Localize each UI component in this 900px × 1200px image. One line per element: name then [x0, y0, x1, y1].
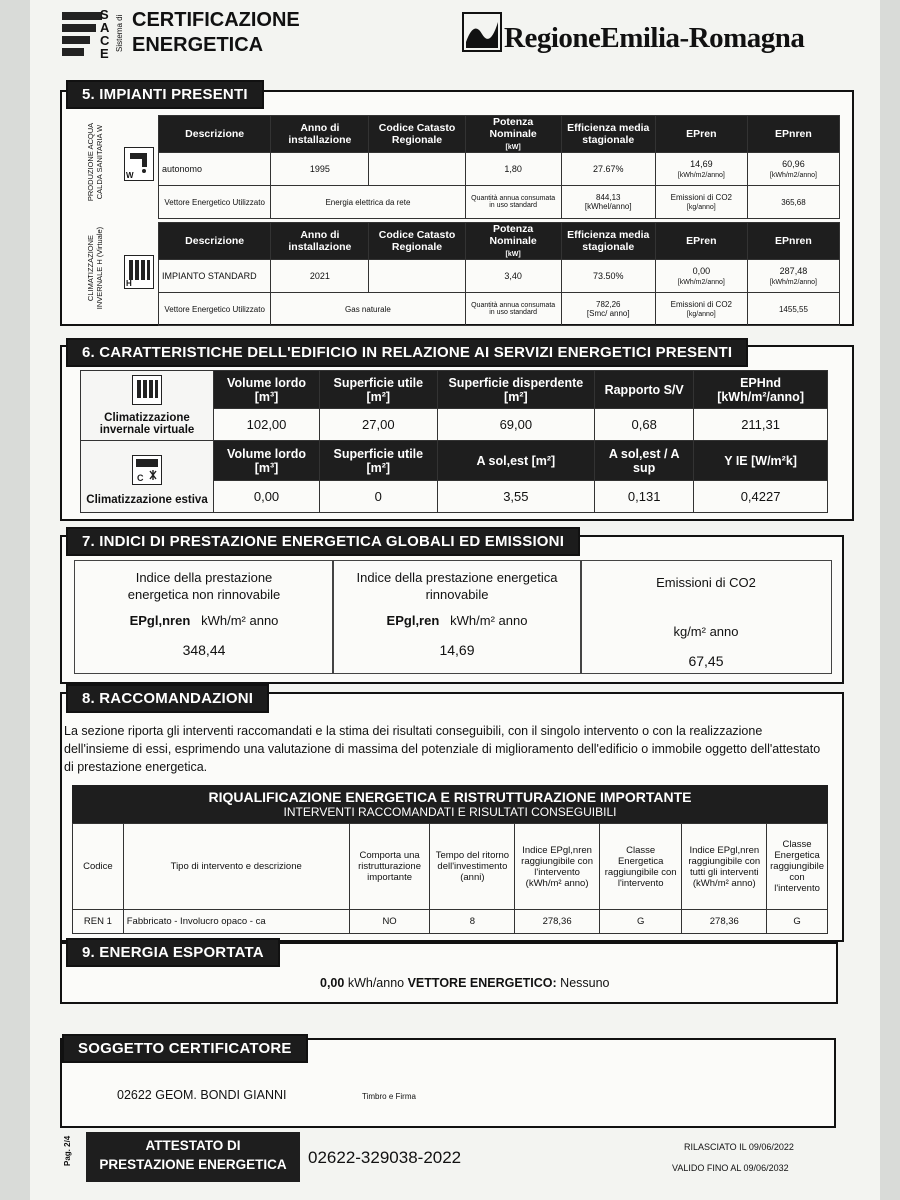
exported-energy-value: 0,00 — [320, 976, 345, 990]
cell-emissioni: 365,68 — [747, 186, 839, 219]
cell-anno: 1995 — [271, 153, 369, 186]
ren-symbol: EPgl,ren — [386, 613, 440, 628]
cell-emissioni: 1455,55 — [747, 293, 839, 326]
ape-badge — [86, 1132, 300, 1182]
col-potenza-unit: [kW] — [505, 251, 521, 258]
col-epren: EPren — [655, 116, 747, 153]
cell-potenza: 1,80 — [465, 153, 561, 186]
emissioni-unit: [kg/anno] — [686, 204, 716, 211]
sace-letters — [100, 8, 114, 60]
ape-line1: ATTESTATO DI — [145, 1138, 241, 1153]
header-title-line1: CERTIFICAZIONE — [132, 9, 300, 31]
co2-value: 67,45 — [688, 653, 724, 669]
winter-rapporto: 0,68 — [595, 409, 694, 441]
col-header: A sol,est [m²] — [437, 441, 595, 481]
col-tipo: Tipo di intervento e descrizione — [123, 824, 349, 910]
col-header: Superficie disperdente [m²] — [437, 371, 595, 409]
col-classe-tutti: Classe Energetica raggiungibile con l'intervento — [767, 824, 828, 910]
epren-unit: [kWh/m2/anno] — [677, 279, 725, 286]
co2-title: Emissioni di CO2 — [656, 575, 756, 590]
recommendations-text: La sezione riporta gli interventi raccomandati e la stima dei risultati conseguibili, con il singolo intervento o con la realizzazione dell'insieme di essi, esprimendo una valutazione di massima del potenziale di miglioramento dell'edificio o immobile oggetto dell'attestato di prestazione energetica. — [64, 724, 821, 774]
winter-label: Climatizzazione invernale virtuale — [99, 412, 195, 436]
cell-tipo: Fabbricato - Involucro opaco - ca — [123, 910, 349, 934]
cell-vettore-label: Vettore Energetico Utilizzato — [159, 293, 271, 326]
col-header: Superficie utile [m²] — [320, 371, 438, 409]
col-epnren: EPnren — [747, 223, 839, 260]
section-5-title: 5. IMPIANTI PRESENTI — [66, 80, 264, 109]
section-6-title: 6. CARATTERISTICHE DELL'EDIFICIO IN RELAZIONE AI SERVIZI ENERGETICI PRESENTI — [66, 338, 748, 367]
summer-label: Climatizzazione estiva — [86, 494, 208, 506]
epnren-unit: [kWh/m2/anno] — [769, 172, 817, 179]
col-catasto: Codice Catasto Regionale — [369, 116, 465, 153]
table-row — [159, 293, 840, 326]
cell-classe: G — [599, 910, 682, 934]
col-header: Y IE [W/m²k] — [694, 441, 828, 481]
heating-icon-letter: H — [126, 279, 132, 288]
index-panel-ren — [332, 560, 582, 674]
epnren-value: 60,96 — [782, 159, 805, 169]
cell-potenza: 3,40 — [465, 260, 561, 293]
cell-anno: 2021 — [271, 260, 369, 293]
col-classe: Classe Energetica raggiungibile con l'intervento — [599, 824, 682, 910]
table-row — [73, 910, 828, 934]
timbro-label: Timbro e Firma — [362, 1092, 416, 1101]
section-8-title: 8. RACCOMANDAZIONI — [66, 684, 269, 713]
sace-letter: C — [100, 33, 110, 48]
cell-epnren — [747, 260, 839, 293]
ren-value: 14,69 — [439, 642, 475, 658]
winter-ephnd: 211,31 — [694, 409, 828, 441]
page-number: Pag. 2/4 — [63, 1135, 72, 1166]
cell-vettore-label: Vettore Energetico Utilizzato — [159, 186, 271, 219]
svg-text:C: C — [137, 473, 144, 483]
impianti-table-clim — [158, 222, 840, 326]
rilasciato-date: 09/06/2022 — [748, 1142, 794, 1152]
region-flag-icon — [462, 12, 502, 52]
emissioni-label: Emissioni di CO2 — [670, 193, 733, 202]
emissioni-unit: [kg/anno] — [686, 311, 716, 318]
col-header: Superficie utile [m²] — [320, 441, 438, 481]
exported-vettore-value: Nessuno — [560, 976, 610, 990]
cell-emissioni-label — [655, 293, 747, 326]
ape-line2: PRESTAZIONE ENERGETICA — [99, 1157, 287, 1172]
section-9-title: 9. ENERGIA ESPORTATA — [66, 938, 280, 967]
col-epren: EPren — [655, 223, 747, 260]
cell-indice: 278,36 — [515, 910, 600, 934]
col-header: EPHnd [kWh/m²/anno] — [694, 371, 828, 409]
col-catasto: Codice Catasto Regionale — [369, 223, 465, 260]
region-name: RegioneEmilia-Romagna — [504, 22, 805, 54]
summer-yie: 0,4227 — [694, 481, 828, 513]
acs-label: PRODUZIONE ACQUA CALDA SANITARIA W — [86, 122, 104, 202]
summer-label-cell — [81, 441, 214, 513]
valido-label: VALIDO FINO AL — [672, 1163, 742, 1173]
certifier-title: SOGGETTO CERTIFICATORE — [62, 1034, 308, 1063]
index-panel-co2 — [580, 560, 832, 674]
quantita-unit: [kWhel/anno] — [584, 202, 632, 211]
winter-volume: 102,00 — [214, 409, 320, 441]
epren-unit: [kWh/m2/anno] — [677, 172, 725, 179]
ren-unit: kWh/m² anno — [450, 613, 528, 628]
cell-indice-tutti: 278,36 — [682, 910, 767, 934]
col-indice-tutti: Indice EPgl,nren raggiungibile con tutti gli interventi (kWh/m² anno) — [682, 824, 767, 910]
valido — [672, 1163, 789, 1173]
epren-value: 14,69 — [690, 159, 713, 169]
sace-letter: S — [100, 7, 109, 22]
cell-vettore: Gas naturale — [271, 293, 465, 326]
quantita-unit: [Smc/ anno] — [586, 309, 630, 318]
col-header: Rapporto S/V — [595, 371, 694, 409]
clim-label: CLIMATIZZAZIONE INVERNALE H (Virtuale) — [86, 226, 104, 310]
cell-vettore: Energia elettrica da rete — [271, 186, 465, 219]
epnren-value: 287,48 — [779, 266, 808, 276]
col-descrizione: Descrizione — [159, 223, 271, 260]
cell-quantita — [561, 293, 655, 326]
table-header-row — [159, 223, 840, 260]
building-table — [80, 370, 828, 513]
col-ristrutturazione: Comporta una ristrutturazione importante — [349, 824, 430, 910]
cell-quantita — [561, 186, 655, 219]
table-header-row — [81, 441, 828, 481]
nren-symbol-row — [75, 613, 333, 628]
recommendations-table — [72, 823, 828, 934]
col-efficienza: Efficienza media stagionale — [561, 116, 655, 153]
col-epnren: EPnren — [747, 116, 839, 153]
cell-classe-tutti: G — [767, 910, 828, 934]
col-header: Volume lordo [m³] — [214, 441, 320, 481]
col-potenza-unit: [kW] — [505, 144, 521, 151]
acs-icon-letter: W — [126, 171, 134, 180]
recommendations-table-title — [72, 785, 828, 823]
cell-ristrutturazione: NO — [349, 910, 430, 934]
cell-codice: REN 1 — [73, 910, 124, 934]
table-header-row — [159, 116, 840, 153]
sace-letter: E — [100, 46, 109, 61]
col-anno: Anno di installazione — [271, 223, 369, 260]
cell-efficienza: 27.67% — [561, 153, 655, 186]
col-header: A sol,est / A sup — [595, 441, 694, 481]
cell-efficienza: 73.50% — [561, 260, 655, 293]
impianti-table-acs — [158, 115, 840, 219]
rilasciato — [684, 1142, 794, 1152]
index-panel-nren — [74, 560, 334, 674]
nren-unit: kWh/m² anno — [201, 613, 279, 628]
cell-catasto — [369, 153, 465, 186]
certifier-name: 02622 GEOM. BONDI GIANNI — [117, 1088, 287, 1102]
table-header-row — [81, 371, 828, 409]
cell-tempo: 8 — [430, 910, 515, 934]
emissioni-label: Emissioni di CO2 — [670, 300, 733, 309]
region-logo — [462, 12, 842, 68]
winter-label-cell — [81, 371, 214, 441]
exported-energy — [320, 976, 610, 990]
table-header-row — [73, 824, 828, 910]
recommendations-title-line2: INTERVENTI RACCOMANDATI E RISULTATI CONSEGUIBILI — [283, 805, 617, 819]
ren-title: Indice della prestazione energetica rinnovabile — [356, 570, 558, 602]
cell-emissioni-label — [655, 186, 747, 219]
cell-desc: IMPIANTO STANDARD — [159, 260, 271, 293]
sace-letter: A — [100, 20, 110, 35]
header-title — [132, 8, 300, 58]
winter-superficie: 27,00 — [320, 409, 438, 441]
col-anno: Anno di installazione — [271, 116, 369, 153]
summer-superficie: 0 — [320, 481, 438, 513]
quantita-value: 782,26 — [596, 300, 621, 309]
table-row — [159, 153, 840, 186]
quantita-value: 844,13 — [596, 193, 621, 202]
table-row — [159, 186, 840, 219]
co2-unit: kg/m² anno — [673, 624, 739, 639]
col-potenza — [465, 116, 561, 153]
epnren-unit: [kWh/m2/anno] — [769, 279, 817, 286]
nren-value: 348,44 — [182, 642, 226, 658]
nren-symbol: EPgl,nren — [129, 613, 191, 628]
rilasciato-label: RILASCIATO IL — [684, 1142, 747, 1152]
col-descrizione: Descrizione — [159, 116, 271, 153]
recommendations-title-line1: RIQUALIFICAZIONE ENERGETICA E RISTRUTTURAZIONE IMPORTANTE — [208, 789, 692, 805]
summer-ratio: 0,131 — [595, 481, 694, 513]
col-codice: Codice — [73, 824, 124, 910]
cell-quantita-label: Quantità annua consumata in uso standard — [465, 186, 561, 219]
ape-code: 02622-329038-2022 — [308, 1148, 462, 1167]
nren-title: Indice della prestazione energetica non rinnovabile — [127, 570, 281, 602]
summer-icon — [132, 455, 162, 488]
exported-vettore-label: VETTORE ENERGETICO: — [407, 976, 557, 990]
col-potenza — [465, 223, 561, 260]
col-indice: Indice EPgl,nren raggiungibile con l'intervento (kWh/m² anno) — [515, 824, 600, 910]
air-conditioner-icon — [132, 455, 162, 485]
col-efficienza: Efficienza media stagionale — [561, 223, 655, 260]
cell-catasto — [369, 260, 465, 293]
valido-date: 09/06/2032 — [743, 1163, 789, 1173]
summer-asol: 3,55 — [437, 481, 595, 513]
sace-small-label: Sistema di — [115, 14, 124, 52]
heating-icon — [124, 255, 154, 289]
section-7-title: 7. INDICI DI PRESTAZIONE ENERGETICA GLOBALI ED EMISSIONI — [66, 527, 580, 556]
cell-epren — [655, 260, 747, 293]
col-tempo: Tempo del ritorno dell'investimento (anni) — [430, 824, 515, 910]
radiator-icon — [132, 375, 162, 405]
cell-quantita-label: Quantità annua consumata in uso standard — [465, 293, 561, 326]
cell-epnren — [747, 153, 839, 186]
winter-icon — [132, 375, 162, 408]
acs-icon — [124, 147, 154, 181]
epren-value: 0,00 — [692, 266, 711, 276]
cell-epren — [655, 153, 747, 186]
header-title-line2: ENERGETICA — [132, 34, 264, 56]
ren-symbol-row — [333, 613, 581, 628]
col-potenza-label: Potenza Nominale — [489, 223, 537, 247]
summer-volume: 0,00 — [214, 481, 320, 513]
cell-desc: autonomo — [159, 153, 271, 186]
exported-energy-unit: kWh/anno — [347, 976, 405, 990]
table-row — [159, 260, 840, 293]
col-potenza-label: Potenza Nominale — [489, 116, 537, 140]
winter-disperdente: 69,00 — [437, 409, 595, 441]
col-header: Volume lordo [m³] — [214, 371, 320, 409]
